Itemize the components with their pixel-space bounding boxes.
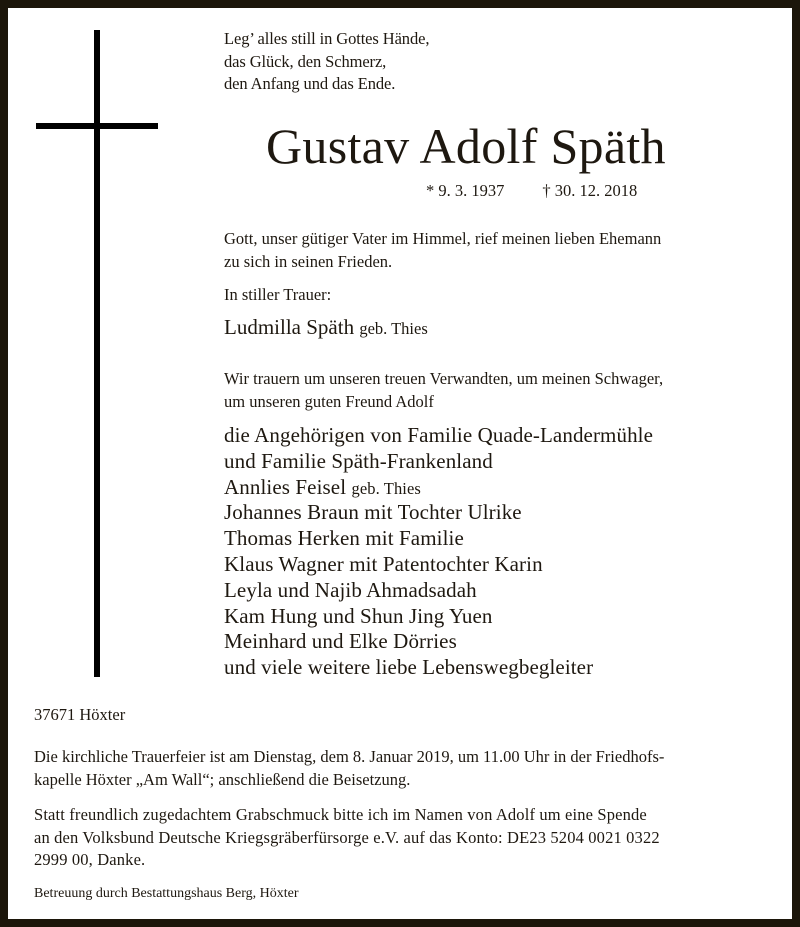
announcement-line: Gott, unser gütiger Vater im Himmel, rief meinen lieben Ehemann <box>224 229 662 248</box>
mourner-entry: Thomas Herken mit Familie <box>224 526 464 551</box>
donation-line: Statt freundlich zugedachtem Grabschmuck bitte ich im Namen von Adolf um eine Spende <box>34 805 647 824</box>
announcement-line: zu sich in seinen Frieden. <box>224 251 393 271</box>
poem-line: das Glück, den Schmerz, <box>224 51 387 71</box>
donation-line: an den Volksbund Deutsche Kriegsgräberfürsorge e.V. auf das Konto: DE23 5204 0021 0322 <box>34 827 660 847</box>
mourner-entry: Klaus Wagner mit Patentochter Karin <box>224 551 543 576</box>
cross-horizontal-bar <box>36 123 158 129</box>
mourner-entry: Leyla und Najib Ahmadsadah <box>224 577 477 602</box>
mourners-list <box>224 423 653 681</box>
death-date: † 30. 12. 2018 <box>542 181 638 200</box>
mourner-entry: Johannes Braun mit Tochter Ulrike <box>224 500 522 525</box>
mourner-entry: Kam Hung und Shun Jing Yuen <box>224 603 493 628</box>
mourner-name: Annlies Feisel <box>224 474 347 499</box>
service-line: Die kirchliche Trauerfeier ist am Dienstag, dem 8. Januar 2019, um 11.00 Uhr in der Friedhofs- <box>34 747 665 766</box>
in-mourning-label: In stiller Trauer: <box>224 285 332 304</box>
funeral-service-info <box>34 746 664 791</box>
mourner-entry: Meinhard und Elke Dörries <box>224 629 457 654</box>
life-dates <box>426 180 637 202</box>
poem <box>224 28 429 96</box>
deceased-name: Gustav Adolf Späth <box>266 118 666 174</box>
donation-line: 2999 00, Danke. <box>34 850 146 869</box>
birth-date: * 9. 3. 1937 <box>426 181 505 200</box>
announcement-text <box>224 228 661 273</box>
relatives-intro <box>224 368 663 413</box>
mourner-entry: die Angehörigen von Familie Quade-Landermühle <box>224 423 654 447</box>
widow-maiden-name: geb. Thies <box>359 319 428 338</box>
location: 37671 Höxter <box>34 705 126 724</box>
relatives-intro-line: um unseren guten Freund Adolf <box>224 391 434 411</box>
mourner-entry: und viele weitere liebe Lebenswegbegleiter <box>224 655 594 680</box>
poem-line: den Anfang und das Ende. <box>224 74 396 93</box>
service-line: kapelle Höxter „Am Wall“; anschließend die Beisetzung. <box>34 769 411 789</box>
poem-line: Leg’ alles still in Gottes Hände, <box>224 29 430 48</box>
mourner-entry <box>224 475 653 501</box>
mourner-maiden-name: geb. Thies <box>351 478 421 498</box>
donation-info <box>34 804 660 872</box>
mourner-entry: und Familie Späth-Frankenland <box>224 448 493 473</box>
undertaker-credit: Betreuung durch Bestattungshaus Berg, Höxter <box>34 886 299 901</box>
widow-name: Ludmilla Späth <box>224 315 355 339</box>
widow <box>224 314 428 342</box>
obituary-page <box>8 8 792 919</box>
relatives-intro-line: Wir trauern um unseren treuen Verwandten, um meinen Schwager, <box>224 369 664 388</box>
